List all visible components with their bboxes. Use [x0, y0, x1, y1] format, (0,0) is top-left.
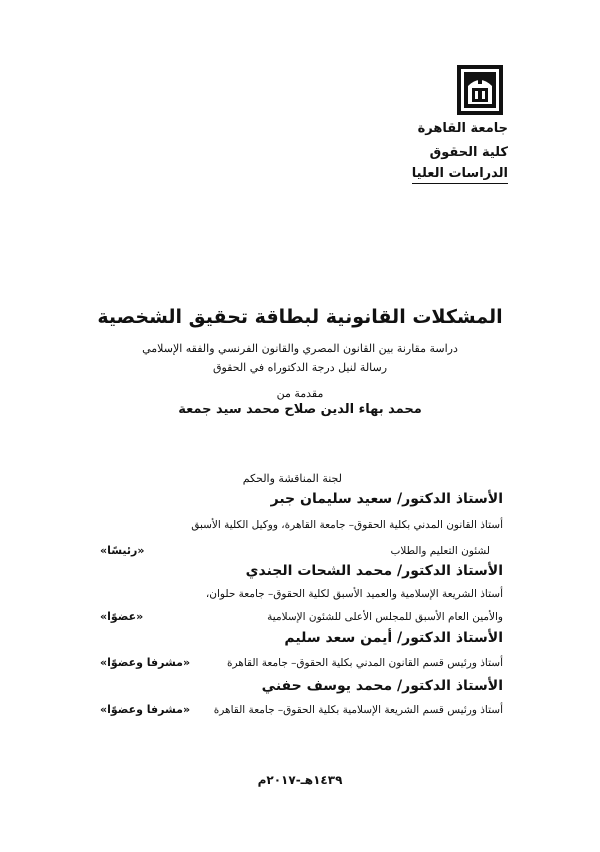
- university-name: جامعة القاهرة: [417, 121, 508, 136]
- cairo-university-logo-icon: [456, 64, 504, 116]
- date-line: ١٤٣٩هـ-٢٠١٧م: [257, 773, 343, 787]
- member-role: «عضوًا»: [100, 610, 144, 623]
- member-title-line: والأمين العام الأسبق للمجلس الأعلى للشئون الإسلامية: [267, 611, 503, 623]
- member-title-line: أستاذ ورئيس قسم الشريعة الإسلامية بكلية الحقوق– جامعة القاهرة: [213, 704, 503, 716]
- member-name: الأستاذ الدكتور/ محمد الشحات الجندي: [245, 563, 503, 579]
- committee-heading: لجنة المناقشة والحكم: [242, 472, 342, 485]
- presenter-name: محمد بهاء الدين صلاح محمد سيد جمعة: [178, 402, 422, 417]
- member-name: الأستاذ الدكتور/ أيمن سعد سليم: [284, 630, 503, 646]
- presented-by-label: مقدمة من: [276, 387, 324, 400]
- thesis-subtitle: دراسة مقارنة بين القانون المصري والقانون الفرنسي والفقه الإسلامي: [142, 342, 458, 355]
- member-role: «رئيسًا»: [100, 544, 145, 557]
- member-title-line: أستاذ القانون المدني بكلية الحقوق– جامعة القاهرة، ووكيل الكلية الأسبق: [191, 519, 503, 531]
- degree-line: رسالة لنيل درجة الدكتوراه في الحقوق: [212, 361, 388, 374]
- member-name: الأستاذ الدكتور/ محمد يوسف حفني: [261, 678, 503, 694]
- member-role: «مشرفا وعضوًا»: [100, 656, 191, 669]
- member-name: الأستاذ الدكتور/ سعيد سليمان جبر: [270, 491, 503, 507]
- thesis-title: المشكلات القانونية لبطاقة تحقيق الشخصية: [97, 306, 503, 328]
- member-title-line: أستاذ ورئيس قسم القانون المدني بكلية الحقوق– جامعة القاهرة: [227, 657, 503, 669]
- member-title-line: أستاذ الشريعة الإسلامية والعميد الأسبق لكلية الحقوق– جامعة حلوان،: [205, 588, 503, 600]
- member-role: «مشرفا وعضوًا»: [100, 703, 191, 716]
- department-name: الدراسات العليا: [412, 166, 508, 184]
- member-title-line: لشئون التعليم والطلاب: [390, 545, 490, 557]
- faculty-name: كلية الحقوق: [429, 145, 508, 160]
